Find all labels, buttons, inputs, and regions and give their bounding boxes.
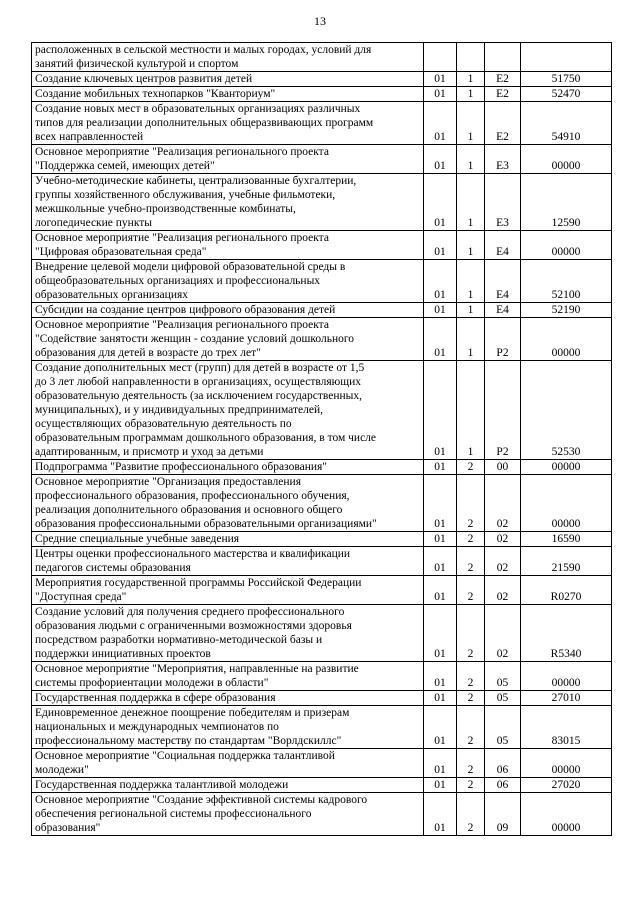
row-code-1-cell: 01 [424,576,457,605]
table-row [32,87,612,102]
row-code-3-cell: 05 [485,662,521,691]
row-code-3-cell: 06 [485,778,521,793]
row-code-4-cell: 00000 [521,475,612,532]
row-code-3-cell: 02 [485,475,521,532]
table-row [32,749,612,778]
row-code-2-cell: 2 [457,475,485,532]
row-code-2-cell: 2 [457,778,485,793]
row-name-cell: Создание новых мест в образовательных организациях различных типов для реализации дополнительных общеразвивающих программ всех направленностей [32,102,424,145]
row-code-2-cell: 2 [457,793,485,836]
row-code-1-cell: 01 [424,547,457,576]
row-name-cell: Государственная поддержка в сфере образования [32,691,424,706]
table-row [32,145,612,174]
row-code-4-cell [521,43,612,72]
row-code-3-cell: Р2 [485,318,521,361]
row-code-4-cell: 00000 [521,460,612,475]
row-name-cell: Центры оценки профессионального мастерства и квалификации педагогов системы образования [32,547,424,576]
table-row [32,318,612,361]
table-body [32,43,612,836]
row-code-2-cell: 1 [457,145,485,174]
row-name-cell: Основное мероприятие "Мероприятия, направленные на развитие системы профориентации молодежи в области" [32,662,424,691]
row-code-1-cell: 01 [424,460,457,475]
row-code-4-cell: 00000 [521,145,612,174]
row-code-1-cell: 01 [424,778,457,793]
page-number: 13 [314,14,326,28]
row-name-cell: Основное мероприятие "Организация предоставления профессионального образования, профессионального обучения, реализация дополнительного образования и основного общего образования профессиональными образовательными организациями" [32,475,424,532]
row-name-cell: Средние специальные учебные заведения [32,532,424,547]
row-code-4-cell: 00000 [521,749,612,778]
row-code-2-cell: 2 [457,547,485,576]
row-code-3-cell: Е2 [485,87,521,102]
row-code-4-cell: 00000 [521,662,612,691]
row-code-3-cell: 02 [485,532,521,547]
row-code-3-cell: 05 [485,691,521,706]
row-code-2-cell: 1 [457,361,485,460]
row-name-cell: расположенных в сельской местности и малых городах, условий для занятий физической культурой и спортом [32,43,424,72]
row-code-1-cell [424,43,457,72]
row-code-2-cell: 1 [457,102,485,145]
table-row [32,72,612,87]
row-name-cell: Основное мероприятие "Реализация регионального проекта "Цифровая образовательная среда" [32,231,424,260]
row-code-3-cell: 06 [485,749,521,778]
row-code-1-cell: 01 [424,102,457,145]
row-code-3-cell: 02 [485,605,521,662]
row-code-1-cell: 01 [424,174,457,231]
table-row [32,605,612,662]
row-code-4-cell: R5340 [521,605,612,662]
row-code-2-cell: 1 [457,87,485,102]
table-row [32,662,612,691]
row-code-4-cell: R0270 [521,576,612,605]
table-row [32,706,612,749]
table-row [32,475,612,532]
row-code-3-cell: 00 [485,460,521,475]
row-code-3-cell: 05 [485,706,521,749]
row-code-1-cell: 01 [424,793,457,836]
row-code-2-cell: 2 [457,532,485,547]
row-code-2-cell: 2 [457,576,485,605]
row-name-cell: Мероприятия государственной программы Российской Федерации "Доступная среда" [32,576,424,605]
row-name-cell: Подпрограмма "Развитие профессионального образования" [32,460,424,475]
row-code-1-cell: 01 [424,662,457,691]
row-code-3-cell: Е4 [485,260,521,303]
row-code-2-cell: 2 [457,605,485,662]
table-row [32,547,612,576]
row-code-2-cell: 1 [457,318,485,361]
row-code-3-cell [485,43,521,72]
row-name-cell: Основное мероприятие "Социальная поддержка талантливой молодежи" [32,749,424,778]
row-code-2-cell: 1 [457,174,485,231]
row-code-2-cell: 1 [457,260,485,303]
table-row [32,778,612,793]
row-code-1-cell: 01 [424,145,457,174]
row-code-2-cell [457,43,485,72]
row-code-3-cell: 02 [485,576,521,605]
row-code-4-cell: 51750 [521,72,612,87]
row-name-cell: Основное мероприятие "Реализация регионального проекта "Поддержка семей, имеющих детей" [32,145,424,174]
row-code-2-cell: 2 [457,691,485,706]
row-name-cell: Учебно-методические кабинеты, централизованные бухгалтерии, группы хозяйственного обслуживания, учебные фильмотеки, межшкольные учебно-производственные комбинаты, логопедические пункты [32,174,424,231]
row-code-1-cell: 01 [424,72,457,87]
row-code-4-cell: 12590 [521,174,612,231]
table-row [32,174,612,231]
budget-classification-table [31,42,612,836]
row-name-cell: Основное мероприятие "Создание эффективной системы кадрового обеспечения региональной системы профессионального образования" [32,793,424,836]
row-code-4-cell: 21590 [521,547,612,576]
row-code-3-cell: Е2 [485,72,521,87]
table-row [32,576,612,605]
row-code-2-cell: 1 [457,303,485,318]
table-row [32,532,612,547]
row-name-cell: Единовременное денежное поощрение победителям и призерам национальных и международных чемпионатов по профессиональному мастерству по стандартам "Ворлдскиллс" [32,706,424,749]
row-code-1-cell: 01 [424,749,457,778]
row-code-3-cell: Е4 [485,303,521,318]
row-code-4-cell: 54910 [521,102,612,145]
row-code-1-cell: 01 [424,361,457,460]
row-code-4-cell: 52530 [521,361,612,460]
row-code-2-cell: 2 [457,460,485,475]
row-code-2-cell: 1 [457,72,485,87]
row-name-cell: Создание ключевых центров развития детей [32,72,424,87]
row-code-1-cell: 01 [424,303,457,318]
row-code-2-cell: 1 [457,231,485,260]
table-row [32,260,612,303]
row-code-3-cell: Е3 [485,145,521,174]
row-code-3-cell: 02 [485,547,521,576]
table-row [32,793,612,836]
table-row [32,691,612,706]
row-code-2-cell: 2 [457,706,485,749]
row-code-3-cell: Р2 [485,361,521,460]
row-code-3-cell: Е4 [485,231,521,260]
row-code-1-cell: 01 [424,706,457,749]
row-code-4-cell: 00000 [521,793,612,836]
row-code-1-cell: 01 [424,260,457,303]
row-code-4-cell: 27020 [521,778,612,793]
row-code-3-cell: 09 [485,793,521,836]
table-row [32,460,612,475]
row-code-4-cell: 16590 [521,532,612,547]
row-code-4-cell: 52100 [521,260,612,303]
row-code-4-cell: 00000 [521,318,612,361]
row-name-cell: Внедрение целевой модели цифровой образовательной среды в общеобразовательных организациях и профессиональных образовательных организациях [32,260,424,303]
row-code-1-cell: 01 [424,475,457,532]
row-code-4-cell: 83015 [521,706,612,749]
row-name-cell: Создание условий для получения среднего профессионального образования людьми с ограниченными возможностями здоровья посредством разработки нормативно-методической базы и поддержки инициативных проектов [32,605,424,662]
row-code-4-cell: 52470 [521,87,612,102]
row-code-1-cell: 01 [424,87,457,102]
row-code-1-cell: 01 [424,691,457,706]
row-code-4-cell: 52190 [521,303,612,318]
row-name-cell: Субсидии на создание центров цифрового образования детей [32,303,424,318]
row-code-3-cell: Е2 [485,102,521,145]
row-code-4-cell: 27010 [521,691,612,706]
row-code-3-cell: Е3 [485,174,521,231]
row-code-1-cell: 01 [424,605,457,662]
row-code-1-cell: 01 [424,231,457,260]
row-name-cell: Основное мероприятие "Реализация регионального проекта "Содействие занятости женщин - создание условий дошкольного образования для детей в возрасте до трех лет" [32,318,424,361]
row-name-cell: Государственная поддержка талантливой молодежи [32,778,424,793]
row-name-cell: Создание мобильных технопарков "Кванториум" [32,87,424,102]
row-code-2-cell: 2 [457,749,485,778]
table-row [32,43,612,72]
row-code-1-cell: 01 [424,318,457,361]
row-code-2-cell: 2 [457,662,485,691]
table-row [32,231,612,260]
table-row [32,303,612,318]
row-name-cell: Создание дополнительных мест (групп) для детей в возрасте от 1,5 до 3 лет любой направленности в организациях, осуществляющих образовательную деятельность (за исключением государственных, муниципальных), и у индивидуальных предпринимателей, осуществляющих образовательную деятельность по образовательным программам дошкольного образования, в том числе адаптированным, и присмотр и уход за детьми [32,361,424,460]
table-row [32,102,612,145]
row-code-1-cell: 01 [424,532,457,547]
row-code-4-cell: 00000 [521,231,612,260]
table-row [32,361,612,460]
